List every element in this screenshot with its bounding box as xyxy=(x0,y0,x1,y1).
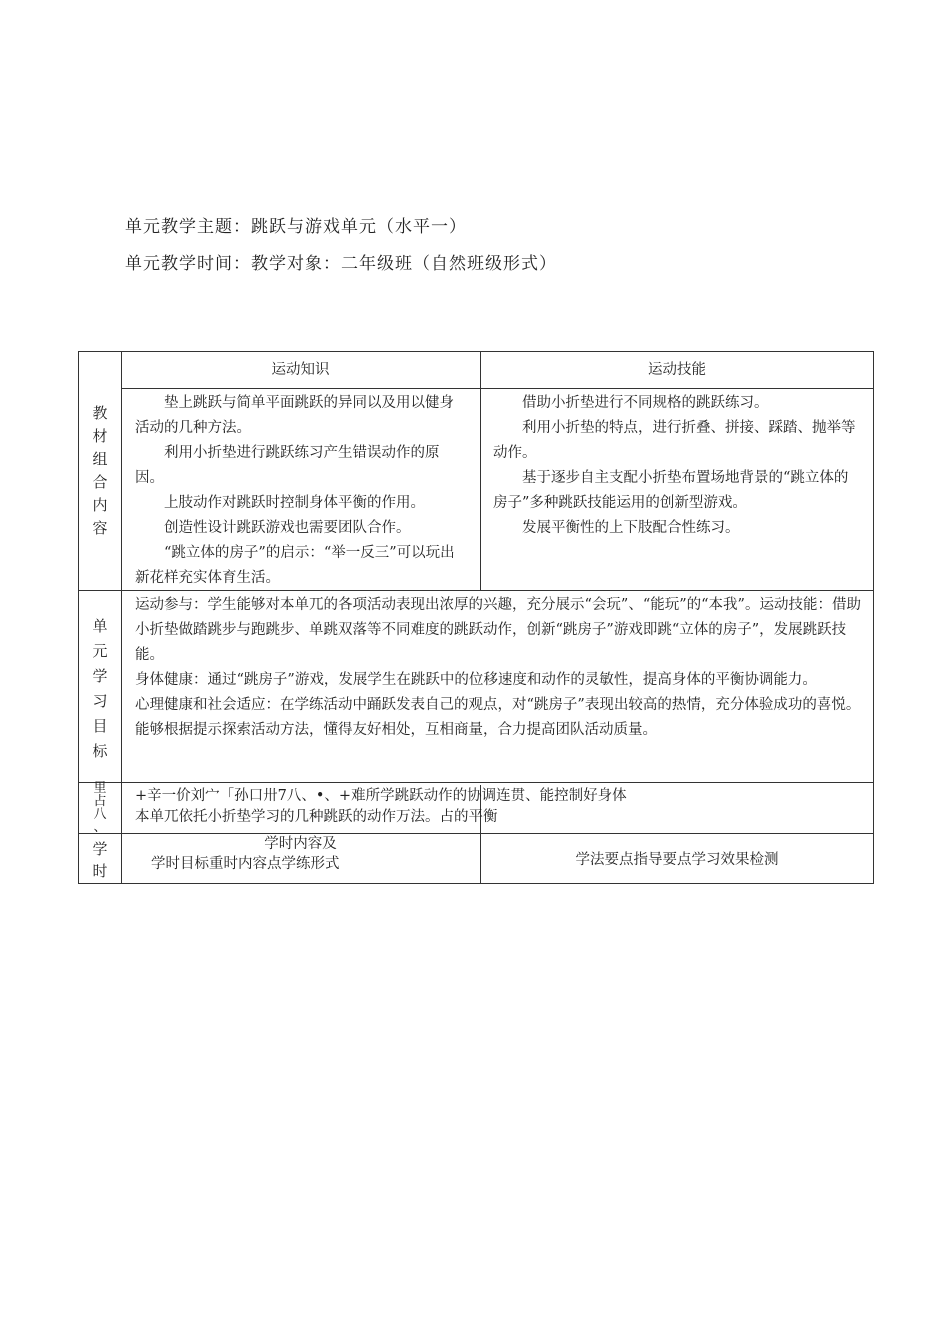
unit-plan-table xyxy=(78,351,874,884)
knowledge-content xyxy=(135,391,467,591)
key-points-line: 本单兀依托小折垫学习的几种跳跃的动作万法。占的平衡 xyxy=(135,809,498,825)
divider xyxy=(121,388,873,389)
skill-item: 发展平衡性的上下肢配合性练习。 xyxy=(522,520,740,536)
goal-paragraph: 运动参与：学生能够对本单兀的各项活动表现出浓厚的兴趣，充分展示“会玩”、“能玩”的“本我”。运动技能：借助小折垫做踏跳步与跑跳步、单跳双落等不同难度的跳跃动作，创新“跳房子”游戏即跳“立体的房子”，发展跳跃技能。 xyxy=(135,597,861,663)
label-char: 元 xyxy=(92,642,108,660)
skill-item: 利用小折垫的特点，进行折叠、拼接、踩踏、抛举等动作。 xyxy=(493,420,856,461)
class-hour-line: 学时内容及 xyxy=(264,836,337,852)
label-char: 单 xyxy=(92,617,108,635)
label-char: 教 xyxy=(92,404,108,422)
class-hour-content-header xyxy=(121,834,480,874)
header-sport-skill: 运动技能 xyxy=(648,362,706,378)
skill-item: 基于逐步自主支配小折垫布置场地背景的“跳立体的房子”多种跳跃技能运用的创新型游戏。 xyxy=(493,470,849,511)
key-points-line: +辛一价刘宀「孙口卅7八、•、+难所学跳跃动作的协调连贯、能控制好身体 xyxy=(135,788,627,804)
knowledge-item: 利用小折垫进行跳跃练习产生错误动作的原因。 xyxy=(135,445,440,486)
label-char: 容 xyxy=(92,519,108,537)
label-char: 内 xyxy=(92,496,108,514)
skill-item: 借助小折垫进行不同规格的跳跃练习。 xyxy=(522,395,769,411)
label-char: 习 xyxy=(92,692,108,710)
goal-paragraph: 心理健康和社会适应：在学练活动中踊跃发表自己的观点，对“跳房子”表现出较高的热情，充分体验成功的喜悦。能够根据提示探索活动方法，懂得友好相处，互相商量，合力提高团队活动质量。 xyxy=(135,697,861,738)
class-hour-line: 学时目标重时内容点学练形式 xyxy=(151,856,340,872)
knowledge-item: 垫上跳跃与简单平面跳跃的异同以及用以健身活动的几种方法。 xyxy=(135,395,454,436)
header-sport-knowledge: 运动知识 xyxy=(271,362,330,378)
label-char: 组 xyxy=(92,450,108,468)
label-char: 占 xyxy=(93,794,107,809)
divider xyxy=(79,782,873,783)
learning-goals-content xyxy=(135,593,869,743)
label-char: 标 xyxy=(92,742,108,760)
label-char: 学 xyxy=(92,840,108,858)
label-char: 八 xyxy=(93,807,107,822)
label-char: 合 xyxy=(92,473,108,491)
label-char: 、 xyxy=(93,820,107,835)
row-label-key-points xyxy=(79,782,121,834)
divider xyxy=(121,352,122,883)
knowledge-item: “跳立体的房子”的启示：“举一反三”可以玩出新花样充实体育生活。 xyxy=(135,545,455,586)
goal-paragraph: 身体健康：通过“跳房子”游戏，发展学生在跳跃中的位移速度和动作的灵敏性，提高身体的平衡协调能力。 xyxy=(135,672,817,688)
label-char: 目 xyxy=(92,717,108,735)
label-char: 时 xyxy=(92,862,108,880)
study-method-header: 学法要点指导要点学习效果检测 xyxy=(575,852,779,868)
label-char: 材 xyxy=(92,427,108,445)
knowledge-item: 上肢动作对跳跃时控制身体平衡的作用。 xyxy=(164,495,425,511)
key-points-content xyxy=(135,786,869,828)
label-char: 学 xyxy=(92,667,108,685)
label-char: 里 xyxy=(93,781,107,796)
row-label-materials xyxy=(79,402,121,540)
unit-time-and-target: 单元教学时间：教学对象：二年级班（自然班级形式） xyxy=(125,254,557,274)
row-label-class-hours xyxy=(79,838,121,882)
knowledge-item: 创造性设计跳跃游戏也需要团队合作。 xyxy=(164,520,411,536)
unit-theme: 单元教学主题：跳跃与游戏单元（水平一） xyxy=(125,217,467,237)
row-label-learning-goals xyxy=(79,614,121,764)
skill-content xyxy=(493,391,861,541)
